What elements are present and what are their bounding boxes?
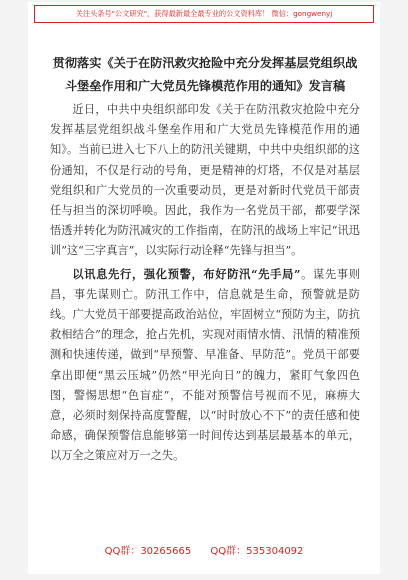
- document-body: [50, 100, 360, 467]
- section-heading: 以讯息先行，强化预警，布好防汛“先手局”: [72, 266, 301, 281]
- qq-group-2: QQ群：535304092: [210, 546, 304, 557]
- document-title: 贯彻落实《关于在防汛救灾抢险中充分发挥基层党组织战斗堡垒作用和广大党员先锋模范作用的通知》发言稿: [52, 56, 358, 93]
- paragraph-text: 。谋先事则昌，事先谋则亡。防汛工作中，信息就是生命，预警就是防线。广大党员干部要提高政治站位，牢固树立“预防为主，防抗救相结合”的理念，抢占先机，实现对雨情水情、汛情的精准预测和快速传递，做到“早预警、早准备、早防范”。党员干部要拿出即便“黑云压城”仍然“甲光向日”的魄力，紧盯气象四色图，警惕思想“色盲症”，不能对预警信号视而不见，麻痹大意，必须时刻保持高度警醒，以“时时放心不下”的责任感和使命感，确保预警信息能够第一时间传达到基层最基本的单元，以万全之策应对万一之失。: [50, 267, 360, 463]
- paragraph-section-1: [50, 264, 360, 467]
- paragraph-intro: [50, 100, 360, 262]
- footer-qq-groups: [28, 542, 380, 557]
- header-banner: 关注头条号"公文研究"，获得最新最全最专业的公文资料库！ 微信：gongwenyj: [34, 5, 374, 23]
- paragraph-text: 近日，中共中央组织部印发《关于在防汛救灾抢险中充分发挥基层党组织战斗堡垒作用和广大党员先锋模范作用的通知》。当前已进入七下八上的防汛关键期，中共中央组织部的这份通知，不仅是行动的号角，更是精神的灯塔，不仅是对基层党组织和广大党员的一次重要动员，更是对新时代党员干部责任与担当的深切呼唤。因此，我作为一名党员干部，都要学深悟透并转化为防汛减灾的工作指南，在防汛的战场上牢记“讯迅训”这“三字真言”，以实际行动诠释“先锋与担当”。: [50, 103, 360, 258]
- qq-group-1: QQ群：30265665: [104, 546, 192, 557]
- document-page: [28, 2, 380, 574]
